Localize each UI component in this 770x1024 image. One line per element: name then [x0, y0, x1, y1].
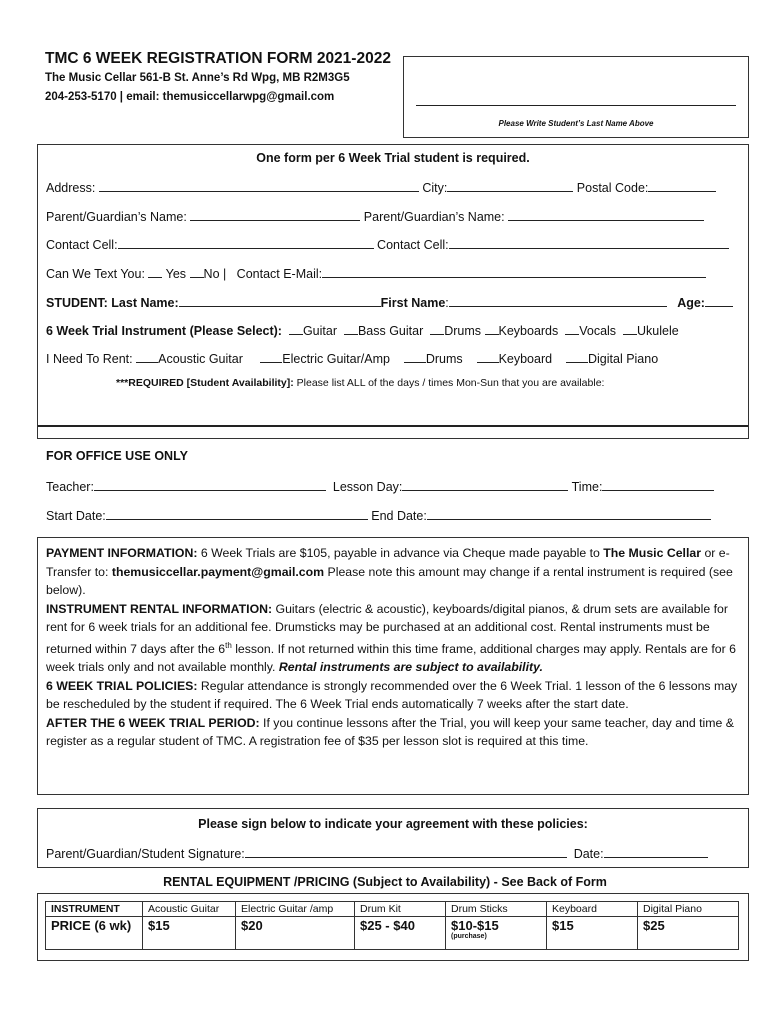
guardian-label-2: Parent/Guardian’s Name: [363, 210, 505, 224]
instrument-row [46, 322, 679, 338]
start-date-label: Start Date: [46, 509, 106, 523]
office-heading: FOR OFFICE USE ONLY [46, 449, 188, 463]
payment-info-box [37, 537, 749, 795]
instrument-vocals: Vocals [579, 324, 617, 338]
last-name-line[interactable] [416, 105, 736, 106]
price-drum-sticks-cell [446, 917, 547, 950]
lesson-day-field[interactable] [402, 478, 568, 491]
after-trial-text: If you continue lessons after the Trial, you will keep your same teacher, day and time & register as a regular student of TMC. A registration fee of $35 per lesson slot is required at this time. [46, 715, 734, 749]
signature-label: Parent/Guardian/Student Signature: [46, 847, 245, 861]
store-contact: 204-253-5170 | email: themusiccellarwpg@gmail.com [45, 91, 335, 103]
date-label: Date: [573, 847, 604, 861]
rent-check-acoustic[interactable] [136, 350, 158, 363]
policies-text: Regular attendance is strongly recommended over the 6 Week Trial. 1 lesson of the 6 lessons may be rescheduled by the student if required. The 6 Week Trial ends automatically 7 weeks after the start date. [46, 678, 738, 712]
guardian-label-1: Parent/Guardian’s Name: [46, 210, 187, 224]
first-name-label: First Name [380, 296, 446, 310]
after-trial-heading: AFTER THE 6 WEEK TRIAL PERIOD: [46, 715, 260, 730]
lesson-day-label: Lesson Day: [332, 480, 403, 494]
col-drum-kit: Drum Kit [355, 902, 446, 917]
age-label: Age: [677, 296, 705, 310]
rent-drums: Drums [425, 352, 463, 366]
after-trial-paragraph [46, 714, 740, 751]
instrument-header: INSTRUMENT [46, 902, 143, 917]
col-acoustic: Acoustic Guitar [143, 902, 236, 917]
student-row: STUDENT: Last Name: First Name: Age: [46, 294, 733, 310]
cell-label-1: Contact Cell: [46, 238, 118, 252]
rent-keyboard: Keyboard [498, 352, 553, 366]
instrument-check-keyboards[interactable] [485, 322, 499, 335]
city-label: City: [422, 181, 448, 195]
rental-heading: INSTRUMENT RENTAL INFORMATION: [46, 601, 273, 616]
instrument-check-drums[interactable] [430, 322, 444, 335]
rent-check-keyboard[interactable] [477, 350, 499, 363]
rental-availability-note: Rental instruments are subject to availability. [278, 660, 543, 675]
text-no-check[interactable] [190, 265, 204, 278]
postal-field[interactable] [648, 179, 716, 192]
time-field[interactable] [602, 478, 714, 491]
price-keyboard: $15 [547, 917, 638, 950]
instrument-check-guitar[interactable] [289, 322, 303, 335]
col-keyboard: Keyboard [547, 902, 638, 917]
city-field[interactable] [447, 179, 573, 192]
price-electric: $20 [236, 917, 355, 950]
address-row [46, 179, 716, 195]
instrument-ukulele: Ukulele [637, 324, 679, 338]
payment-email: themusiccellar.payment@gmail.com [111, 564, 325, 579]
text-label: Can We Text You: [46, 267, 145, 281]
cell-row [46, 236, 729, 252]
rental-text: Guitars (electric & acoustic), keyboards/digital pianos, & drum sets are available for rent for 6 week trials for an additional fee. Drumsticks may be purchased at an additional cost. Rental instruments must be returned within 7 days after the 6 [46, 601, 728, 656]
payment-etransfer-text: or e-Transfer to: [46, 546, 730, 579]
end-date-field[interactable] [427, 507, 711, 520]
payment-payee: The Music Cellar [603, 546, 702, 560]
postal-label: Postal Code: [576, 181, 649, 195]
teacher-label: Teacher: [46, 480, 94, 494]
signature-heading: Please sign below to indicate your agreement with these policies: [198, 817, 588, 831]
col-digital-piano: Digital Piano [638, 902, 739, 917]
cell-field-2[interactable] [449, 236, 729, 249]
guardian-field-1[interactable] [190, 208, 360, 221]
rent-check-piano[interactable] [566, 350, 588, 363]
rent-row [46, 350, 658, 366]
table-price-row [46, 917, 739, 950]
price-digital-piano: $25 [638, 917, 739, 950]
form-heading: One form per 6 Week Trial student is required. [256, 151, 530, 165]
rent-check-electric[interactable] [260, 350, 282, 363]
instrument-keyboards: Keyboards [498, 324, 559, 338]
table-header-row [46, 902, 739, 917]
rental-table-heading: RENTAL EQUIPMENT /PRICING (Subject to Availability) - See Back of Form [163, 875, 607, 889]
guardian-row [46, 208, 704, 224]
rental-pricing-table [45, 901, 739, 950]
price-acoustic: $15 [143, 917, 236, 950]
payment-paragraph [46, 544, 740, 600]
date-field[interactable] [604, 845, 708, 858]
instrument-drums: Drums [444, 324, 482, 338]
payment-heading: PAYMENT INFORMATION: [46, 546, 198, 560]
policies-paragraph [46, 677, 740, 714]
email-field[interactable] [322, 265, 706, 278]
policies-heading: 6 WEEK TRIAL POLICIES: [46, 678, 198, 693]
price-header: PRICE (6 wk) [46, 917, 143, 950]
col-electric: Electric Guitar /amp [236, 902, 355, 917]
store-address: The Music Cellar 561-B St. Anne’s Rd Wpg, MB R2M3G5 [45, 72, 350, 84]
age-field[interactable] [705, 294, 733, 307]
drum-sticks-note: (purchase) [451, 933, 487, 940]
col-drum-sticks: Drum Sticks [446, 902, 547, 917]
payment-text: 6 Week Trials are $105, payable in advance via Cheque made payable to [200, 546, 600, 560]
text-no: No | [203, 267, 227, 281]
rent-label: I Need To Rent: [46, 352, 133, 366]
price-drum-sticks: $10-$15 [451, 918, 499, 933]
payment-note: Please note this amount may change if a rental instrument is required (see below). [46, 564, 733, 597]
rent-piano: Digital Piano [587, 352, 659, 366]
student-last-name-box[interactable] [403, 56, 749, 138]
office-row-1 [46, 478, 714, 494]
availability-row [116, 377, 604, 389]
last-name-caption: Please Write Student’s Last Name Above [498, 119, 654, 128]
rental-sup: th [225, 640, 232, 650]
instrument-guitar: Guitar [302, 324, 337, 338]
signature-row [46, 845, 708, 861]
rental-text-2: lesson. If not returned within this time frame, additional charges may apply. Rentals are for 6 week trials only and not available monthly. [46, 641, 736, 675]
cell-field-1[interactable] [118, 236, 374, 249]
end-date-label: End Date: [371, 509, 427, 523]
text-yes-check[interactable] [148, 265, 162, 278]
time-label: Time: [571, 480, 603, 494]
address-label: Address: [46, 181, 96, 195]
instrument-check-ukulele[interactable] [623, 322, 637, 335]
office-row-2 [46, 507, 711, 523]
cell-label-2: Contact Cell: [377, 238, 449, 252]
teacher-field[interactable] [94, 478, 326, 491]
instrument-label: 6 Week Trial Instrument (Please Select): [46, 324, 282, 338]
first-name-field[interactable] [449, 294, 667, 307]
instrument-check-vocals[interactable] [565, 322, 579, 335]
text-yes: Yes [165, 267, 187, 281]
rent-electric: Electric Guitar/Amp [282, 352, 390, 366]
availability-required: ***REQUIRED [Student Availability]: [116, 377, 294, 389]
price-drum-kit: $25 - $40 [355, 917, 446, 950]
form-title: TMC 6 WEEK REGISTRATION FORM 2021-2022 [45, 50, 391, 67]
availability-text: Please list ALL of the days / times Mon-Sun that you are available: [296, 377, 605, 389]
email-label: Contact E-Mail: [236, 267, 323, 281]
guardian-field-2[interactable] [508, 208, 704, 221]
rent-check-drums[interactable] [404, 350, 426, 363]
student-last-field[interactable] [179, 294, 381, 307]
rental-paragraph [46, 600, 740, 677]
signature-field[interactable] [245, 845, 567, 858]
rent-acoustic: Acoustic Guitar [158, 352, 243, 366]
address-field[interactable] [99, 179, 419, 192]
text-email-row [46, 265, 706, 281]
student-last-label: STUDENT: Last Name: [46, 296, 179, 310]
instrument-bass: Bass Guitar [357, 324, 424, 338]
start-date-field[interactable] [106, 507, 368, 520]
instrument-check-bass[interactable] [344, 322, 358, 335]
availability-line[interactable] [38, 425, 748, 427]
